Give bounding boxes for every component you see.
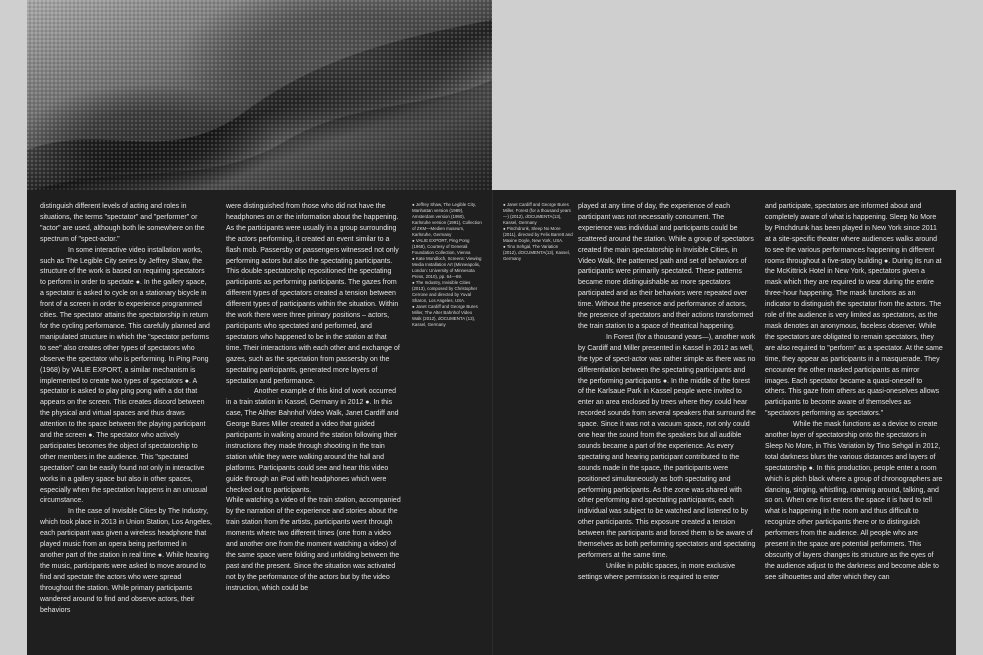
body-column-1: [40, 202, 212, 616]
footnote: ● The Industry, Invisible Cities (2013), composed by Christopher Cerrone and directed by Yuval Sharon, Los Angeles, USA.: [412, 280, 478, 303]
footnotes-column-2: [503, 202, 573, 262]
paragraph: were distinguished from those who did not have the headphones on or the information about the happening. As the participants were usually in a group surrounding the actors performing, it created an event similar to a flash mob. Passersby or passengers witnessed not only performing actors but also the spectating participants. This double spectatorship repositioned the spectating participants as performing participants. The gazes from different types of spectators created a tension between different types of participants within the situation. Within the work there were three primary positions – actors, participants who spectated and performed, and spectators who happened to be in the station at that time. Their interactions with each other and exchange of gazes, such as the spectation from passersby on the spectating participants, generated more layers of spectation and performance.: [226, 203, 400, 385]
footnote: ● Pinchdrunk, Sleep No More (2011), directed by Felix Barrett and Maxine Doyle, New York, USA.: [503, 226, 573, 243]
paragraph: While watching a video of the train station, accompanied by the narration of the experience and stories about the train station from the artists, participants went through moments where two different times (one from a video and another one from the moment watching a video) of the same space were folding and unfolding between the past and the present. Since the situation was activated not by the performance of the actors but by the video instruction, which could be: [226, 497, 401, 592]
paragraph: In Forest (for a thousand years—), another work by Cardiff and Miller presented in Kassel in 2012 as well, the type of spect-actor was rather simple as there was no differentiation between the spectating participants and the performing participants ●. In the middle of the forest of the Karlsaue Park in Kassel people were invited to enter an area enclosed by trees where they could hear recorded sounds from several speakers that surround the space. Since it was not a vacuum space, not only could one hear the sound from the speakers but all audible sounds became a part of the experience. As every spectating and hearing participant contributed to the sounds made in the space, the participants were positioned simultaneously as both spectating and performing participants. As the zone was shared with other performing and spectating participants, each individual was subject to be watched and listened to by other participants. This exposure created a tension between the participants and forced them to be aware of themselves as both performing spectators and spectating performers at the same time.: [578, 333, 756, 559]
paragraph: and participate, spectators are informed about and completely aware of what is happening. Sleep No More by Pinchdrunk has been played in New York since 2011 at a site-specific theater where audiences walks around to see the various performances happening in different rooms throughout a five-story building ●. During its run at the McKittrick Hotel in New York, spectators given a mask which they are required to wear during the entire three-hour happening. The mask functions as an indicator to distinguish the spectator from the actors. The role of the audience is very limited as spectators, as the mask denotes an anonymous, faceless observer. While the spectators are obligated to remain spectators, they are also required to "perform" as a spectator. At the same time, they appear as participants in a masquerade. They encounter the other masked participants as mirror images. Each spectator became a quasi-oneself to others. This gaze from others as quasi-oneselves allows participants to become aware of themselves as "spectators performing as spectators.": [765, 203, 943, 418]
paragraph: distinguish different levels of acting and roles in situations, the terms "spectator" and "performer" or "actor" are used, although both lie somewhere on the spectrum of "spect-actor.": [40, 203, 205, 243]
body-column-2: [226, 202, 401, 595]
body-column-4: [765, 202, 943, 584]
footnote: ● Tino Sehgal, The Variation (2012), dOCUMENTA(13), Kassel, Germany: [503, 244, 571, 261]
paragraph: Unlike in public spaces, in more exclusive settings where permission is required to enter: [578, 562, 736, 581]
footnote: ● Janet Cardiff and George Bures Miller, Forest (for a thousand years—) (2012), dOCUMENTA(13), Kassel, Germany: [503, 202, 571, 225]
paragraph: played at any time of day, the experience of each participant was not necessarily concurrent. The experience was individual and participants could be scattered around the station. While a group of spectators created the main spectatorship in Invisible Cities, in Video Walk, the patterned path and set of behaviors of participants were primarily spectated. These patterns became more distinguishable as more spectators participated and as their behaviors were repeated over time. Without the presence and performance of actors, the presence of spectators and their actions transformed the train station to a space of theatrical happening.: [578, 203, 754, 330]
footnote: ● Janet Cardiff and George Bures Miller, The Alter Bahnhof Video Walk (2012), dOCUMENTA (13), Kassel, Germany: [412, 304, 478, 327]
footnote: ● Jeffrey Shaw, The Legible City, Manhattan version (1989), Amsterdam version (1990), Karlsruhe version (1991), Collection of ZKM—Medien museum, Karlsruhe, Germany: [412, 202, 482, 237]
paragraph: Another example of this kind of work occurred in a train station in Kassel, Germany in 2012 ●. In this case, The Alther Bahnhof Video Walk, Janet Cardiff and George Bures Miller created a video that guided participants in walking around the station following their instructions they made through shooting in the train station while they were walking around the hall and platforms. Participants could see and hear this video guide through an iPod with headphones which were checked out to participants.: [226, 388, 399, 494]
paragraph: In the case of Invisible Cities by The Industry, which took place in 2013 in Union Station, Los Angeles, each participant was given a wireless headphone that played music from an opera being performed in another part of the station in real time ●. While hearing the music, participants were asked to move around to find and spectate the actors who were spread throughout the station. While primary participants wandered around to find and observe actors, their behaviors: [40, 508, 213, 614]
paragraph: In some interactive video installation works, such as The Legible City series by Jeffrey Shaw, the structure of the work is based on requiring spectators to perform in order to spectate ●. In the gallery space, a spectator is asked to cycle on a stationary bicycle in front of a screen in order to experience programmed cities. The spectator attains the spectatorship in return for the cycling performance. This carefully planned and manipulated structure in which the "spectator performs to see" also creates other types of spectators who observe the spectator who is performing. In Ping Pong (1968) by VALIE EXPORT, a similar mechanism is implemented to create two types of spectators ●. A spectator is asked to play ping pong with a dot that appears on the screen. This creates discord between the physical and virtual spaces and thus draws attention to the space between the playing participant and the screen ●. The spectator who actively participates becomes the object of spectatorship to other members in the audience. This "spectated spectation" can be easily found not only in interactive works in a gallery space but also in other spaces, especially when the spectation happens in an unusual circumstance.: [40, 246, 210, 505]
footnote: ● VALIE EXPORT, Ping Pong (1968), Courtesy of Generali Foundation Collection, Vienna: [412, 238, 471, 255]
footnotes-column-1: [412, 202, 482, 328]
body-column-3: [578, 202, 756, 584]
paragraph: While the mask functions as a device to create another layer of spectatorship onto the spectators in Sleep No More, in This Variation by Tino Sehgal in 2012, total darkness blurs the various distances and layers of spectatorship ●. In this production, people enter a room which is pitch black where a group of chronographers are dancing, singing, whistling, roaming around, talking, and so on. When one first enters the space it is hard to tell what is happening in the room and thus difficult to recognize other participants there or to distinguish performers from the audience. All people who are present in the space are potential performers. This obscurity of layers changes its structure as the eyes of the audience adjust to the darkness and become able to see silhouettes and after which they can: [765, 421, 943, 581]
halftone-photo: [27, 0, 492, 192]
page-gutter: [492, 190, 493, 655]
text-page: [27, 190, 956, 655]
photo-texture: [27, 0, 492, 192]
footnote: ● Kate Mondloch, Screens: Viewing Media Installation Art (Minneapolis, London: University of Minnesota Press, 2010), pp. 64—69.: [412, 256, 482, 279]
